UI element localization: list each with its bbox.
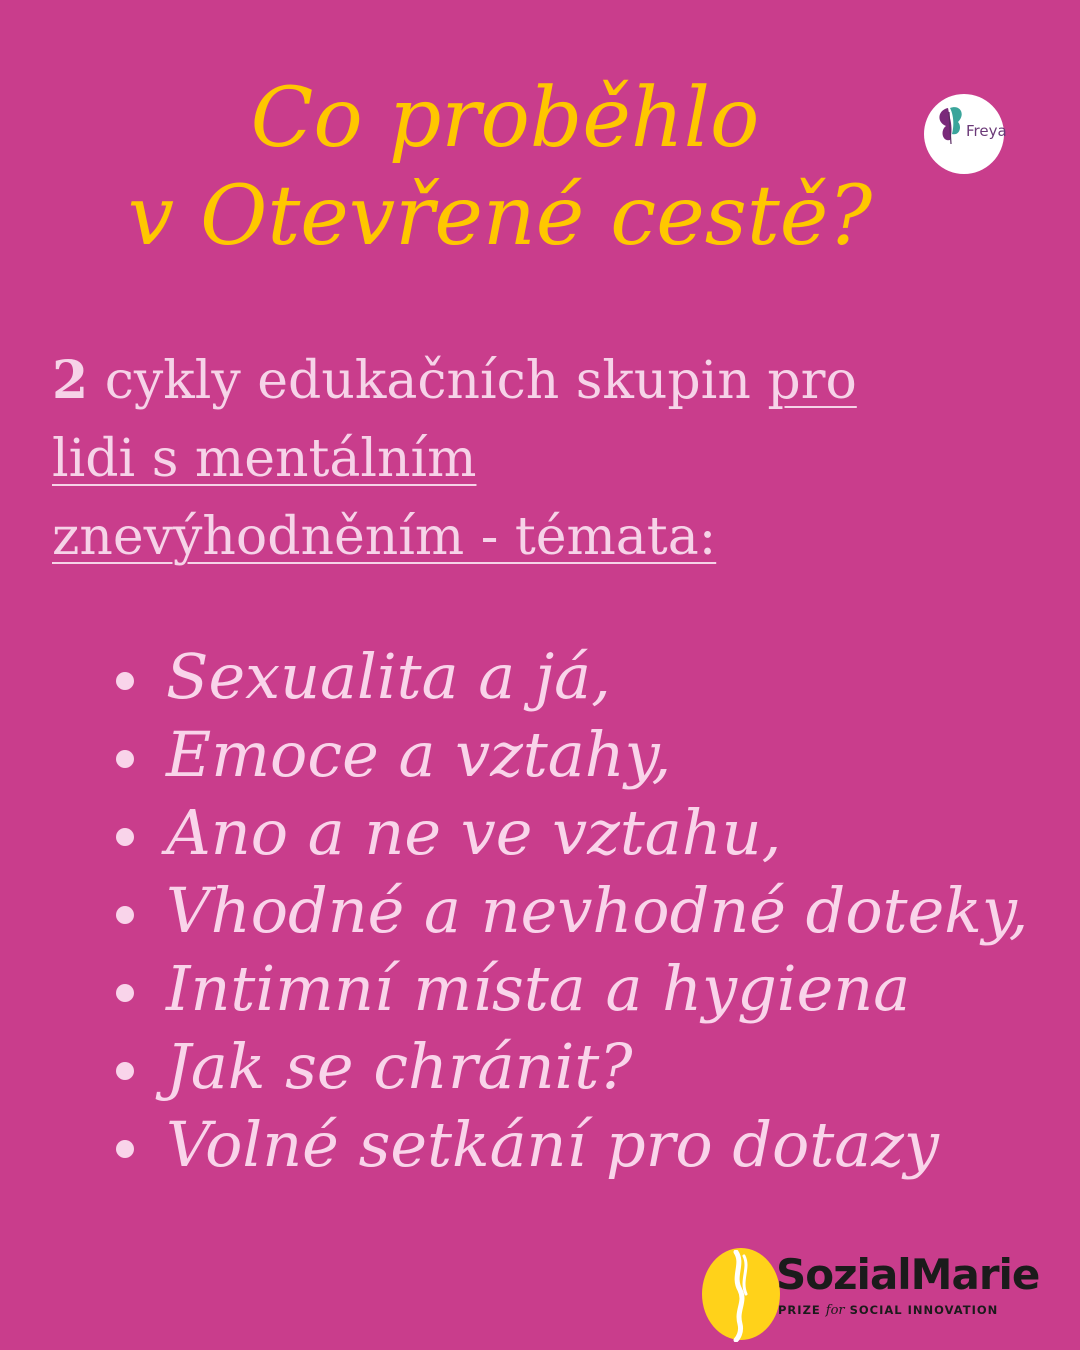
intro-underlined-3: znevýhodněním - témata: xyxy=(52,507,717,567)
freya-logo-text: Freya xyxy=(966,122,1007,140)
topic-item xyxy=(110,794,1060,872)
sozialmarie-figure-icon xyxy=(722,1250,762,1342)
topic-item xyxy=(110,950,1060,1028)
topic-list xyxy=(110,638,1060,1184)
bullet-icon xyxy=(116,984,134,1002)
sozialmarie-logo xyxy=(700,1244,1040,1344)
bullet-icon xyxy=(116,906,134,924)
topic-label: Ano a ne ve vztahu, xyxy=(166,796,782,869)
bullet-icon xyxy=(116,750,134,768)
topic-label: Jak se chránit? xyxy=(166,1030,633,1103)
topic-item xyxy=(110,1106,1060,1184)
tagline-for: for xyxy=(825,1303,845,1318)
tagline-suffix: SOCIAL INNOVATION xyxy=(844,1303,999,1317)
bullet-icon xyxy=(116,1140,134,1158)
topic-label: Emoce a vztahy, xyxy=(166,718,672,791)
bullet-icon xyxy=(116,1062,134,1080)
topic-label: Sexualita a já, xyxy=(166,640,611,713)
title-line-1: Co proběhlo xyxy=(250,71,760,166)
topic-item xyxy=(110,1028,1060,1106)
bullet-icon xyxy=(116,828,134,846)
intro-text xyxy=(52,342,1042,576)
sozialmarie-brand: SozialMarie xyxy=(776,1250,1040,1299)
butterfly-icon xyxy=(936,104,970,150)
topic-item xyxy=(110,638,1060,716)
bullet-icon xyxy=(116,672,134,690)
freya-logo xyxy=(924,94,1007,174)
topic-item xyxy=(110,716,1060,794)
intro-underlined-1: pro xyxy=(767,351,857,411)
topic-label: Intimní místa a hygiena xyxy=(166,952,911,1025)
title-line-2: v Otevřené cestě? xyxy=(127,169,873,264)
topic-label: Vhodné a nevhodné doteky, xyxy=(166,874,1029,947)
intro-number: 2 xyxy=(52,350,89,411)
topic-item xyxy=(110,872,1060,950)
page-title xyxy=(0,70,1000,266)
intro-plain: cykly edukačních skupin xyxy=(88,351,768,411)
tagline-prefix: PRIZE xyxy=(778,1303,826,1317)
intro-underlined-2: lidi s mentálním xyxy=(52,429,477,489)
topic-label: Volné setkání pro dotazy xyxy=(166,1108,939,1181)
sozialmarie-tagline xyxy=(778,1303,998,1318)
